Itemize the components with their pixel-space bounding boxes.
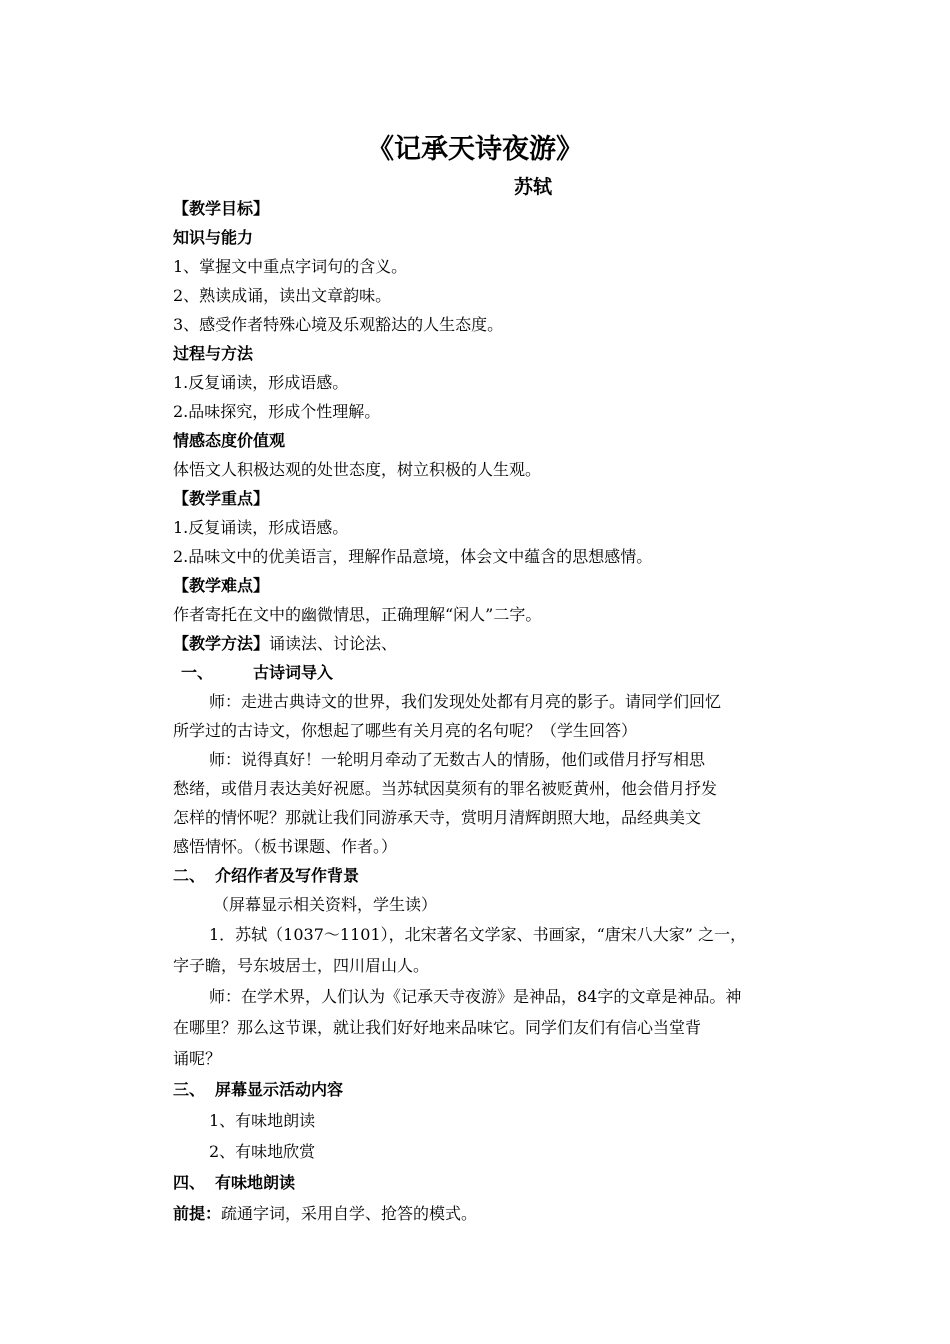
process-item: 2.品味探究，形成个性理解。 — [173, 402, 381, 421]
key-point-item: 2.品味文中的优美语言，理解作品意境，体会文中蕴含的思想感情。 — [173, 547, 653, 566]
section3-title: 屏幕显示活动内容 — [215, 1080, 344, 1099]
section4-title: 有味地朗读 — [215, 1173, 296, 1192]
paragraph-line: 字子瞻，号东坡居士，四川眉山人。 — [173, 956, 430, 975]
key-point-item: 1.反复诵读，形成语感。 — [173, 518, 349, 537]
paragraph-line: 所学过的古诗文，你想起了哪些有关月亮的名句呢？（学生回答） — [173, 721, 638, 740]
section3-number: 三、 — [173, 1080, 206, 1099]
premise-label: 前提： — [173, 1204, 222, 1223]
emotion-heading: 情感态度价值观 — [173, 431, 286, 450]
paragraph-line: 师：说得真好！一轮明月牵动了无数古人的情肠，他们或借月抒写相思 — [209, 750, 706, 769]
paragraph-line: 诵呢？ — [173, 1049, 222, 1068]
section2-heading — [173, 861, 813, 890]
method-heading: 【教学方法】 — [173, 634, 270, 653]
paragraph-line: 1．苏轼（1037～1101），北宋著名文学家、书画家，“唐宋八大家” 之一， — [209, 925, 747, 944]
section1-paragraph1 — [173, 687, 813, 745]
difficulty-text: 作者寄托在文中的幽微情思，正确理解“闲人”二字。 — [173, 605, 542, 624]
method-line — [173, 629, 813, 658]
key-points-heading: 【教学重点】 — [173, 489, 270, 508]
emotion-text: 体悟文人积极达观的处世态度，树立积极的人生观。 — [173, 460, 542, 479]
section4-premise — [173, 1198, 813, 1229]
section3-item: 2、有味地欣赏 — [209, 1142, 316, 1161]
paragraph-line: 师：在学术界，人们认为《记承天寺夜游》是神品，84字的文章是神品。神 — [209, 987, 742, 1006]
section1-title: 古诗词导入 — [253, 663, 334, 682]
section3-item: 1、有味地朗读 — [209, 1111, 316, 1130]
paragraph-line: 愁绪，或借月表达美好祝愿。当苏轼因莫须有的罪名被贬黄州，他会借月抒发 — [173, 779, 718, 798]
document-body — [173, 194, 813, 1229]
knowledge-item: 3、感受作者特殊心境及乐观豁达的人生态度。 — [173, 315, 504, 334]
section4-number: 四、 — [173, 1173, 206, 1192]
goals-heading: 【教学目标】 — [173, 199, 270, 218]
document-author: 苏轼 — [514, 176, 553, 198]
premise-text: 疏通字词，采用自学、抢答的模式。 — [221, 1204, 478, 1223]
process-heading: 过程与方法 — [173, 344, 254, 363]
section4-heading — [173, 1167, 813, 1198]
section1-heading — [173, 658, 813, 687]
document-title: 《记承天诗夜游》 — [367, 134, 583, 165]
section2-title: 介绍作者及写作背景 — [215, 866, 360, 885]
section2-paragraph2 — [173, 981, 813, 1074]
section1-paragraph2 — [173, 745, 813, 861]
knowledge-item: 1、掌握文中重点字词句的含义。 — [173, 257, 408, 276]
section1-number: 一、 — [181, 663, 214, 682]
paragraph-line: 师：走进古典诗文的世界，我们发现处处都有月亮的影子。请同学们回忆 — [209, 692, 722, 711]
method-text: 诵读法、讨论法、 — [269, 634, 398, 653]
knowledge-heading: 知识与能力 — [173, 228, 254, 247]
paragraph-line: 在哪里？那么这节课，就让我们好好地来品味它。同学们友们有信心当堂背 — [173, 1018, 702, 1037]
paragraph-line: 感悟情怀。（板书课题、作者。） — [173, 837, 398, 856]
paragraph-line: 怎样的情怀呢？那就让我们同游承天寺，赏明月清辉朗照大地，品经典美文 — [173, 808, 702, 827]
section2-number: 二、 — [173, 866, 206, 885]
section2-note: （屏幕显示相关资料，学生读） — [213, 895, 438, 914]
section2-paragraph1 — [173, 919, 813, 981]
section3-heading — [173, 1074, 813, 1105]
difficulty-heading: 【教学难点】 — [173, 576, 270, 595]
knowledge-item: 2、熟读成诵，读出文章韵味。 — [173, 286, 392, 305]
process-item: 1.反复诵读，形成语感。 — [173, 373, 349, 392]
